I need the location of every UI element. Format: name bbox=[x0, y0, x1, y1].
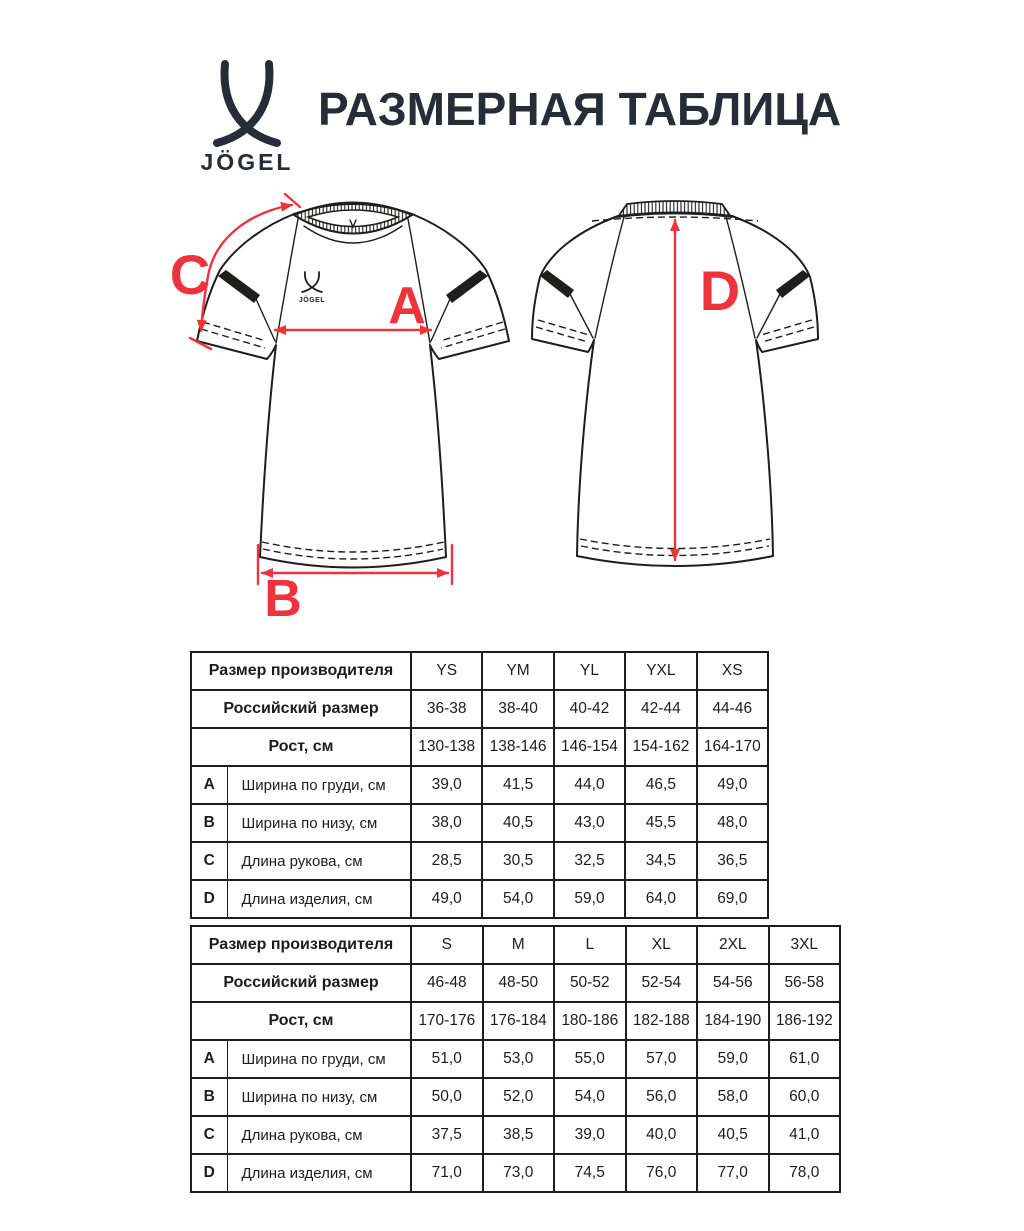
measure-value-cell: 55,0 bbox=[554, 1040, 626, 1078]
measure-row bbox=[191, 766, 768, 804]
measure-value-cell: 53,0 bbox=[483, 1040, 555, 1078]
measure-row bbox=[191, 1040, 840, 1078]
size-value-cell: 50-52 bbox=[554, 964, 626, 1002]
measure-value-cell: 76,0 bbox=[626, 1154, 698, 1192]
measure-value-cell: 32,5 bbox=[554, 842, 625, 880]
front-shirt-diagram bbox=[163, 192, 515, 624]
size-value-cell: 130-138 bbox=[411, 728, 482, 766]
size-value-cell: 2XL bbox=[697, 926, 769, 964]
header-row-label: Российский размер bbox=[191, 690, 411, 728]
size-value-cell: M bbox=[483, 926, 555, 964]
size-value-cell: 54-56 bbox=[697, 964, 769, 1002]
measure-row bbox=[191, 804, 768, 842]
back-right-cuff-stitch bbox=[761, 320, 814, 342]
back-collar bbox=[618, 201, 731, 217]
measure-letter-cell: C bbox=[191, 1116, 227, 1154]
size-value-cell: 176-184 bbox=[483, 1002, 555, 1040]
size-value-cell: 3XL bbox=[769, 926, 841, 964]
size-value-cell: 56-58 bbox=[769, 964, 841, 1002]
size-value-cell: 44-46 bbox=[697, 690, 768, 728]
measure-label-cell: Ширина по низу, см bbox=[227, 804, 411, 842]
header-row bbox=[191, 652, 768, 690]
size-value-cell: YL bbox=[554, 652, 625, 690]
measure-value-cell: 59,0 bbox=[697, 1040, 769, 1078]
jogel-mark-icon bbox=[217, 64, 277, 143]
measure-value-cell: 57,0 bbox=[626, 1040, 698, 1078]
measure-label-cell: Длина изделия, см bbox=[227, 1154, 411, 1192]
measure-label-cell: Длина изделия, см bbox=[227, 880, 411, 918]
measure-row bbox=[191, 1116, 840, 1154]
back-left-cuff-stitch bbox=[536, 320, 589, 342]
header-row bbox=[191, 964, 840, 1002]
header-row-label: Рост, см bbox=[191, 1002, 411, 1040]
header-row-label: Размер производителя bbox=[191, 652, 411, 690]
measure-value-cell: 59,0 bbox=[554, 880, 625, 918]
size-value-cell: 184-190 bbox=[697, 1002, 769, 1040]
size-value-cell: 52-54 bbox=[626, 964, 698, 1002]
measure-value-cell: 37,5 bbox=[411, 1116, 483, 1154]
measure-value-cell: 39,0 bbox=[554, 1116, 626, 1154]
measure-value-cell: 56,0 bbox=[626, 1078, 698, 1116]
adult-size-table bbox=[190, 925, 841, 1193]
back-left-sleeve-stripe bbox=[540, 270, 574, 298]
measure-label-cell: Длина рукова, см bbox=[227, 1116, 411, 1154]
size-value-cell: 164-170 bbox=[697, 728, 768, 766]
size-value-cell: 186-192 bbox=[769, 1002, 841, 1040]
measure-label-d: D bbox=[699, 259, 741, 322]
measure-label-a: A bbox=[388, 277, 426, 335]
measure-letter-cell: C bbox=[191, 842, 227, 880]
measure-value-cell: 69,0 bbox=[697, 880, 768, 918]
measure-label-c: C bbox=[169, 243, 211, 306]
measure-value-cell: 45,5 bbox=[625, 804, 696, 842]
size-value-cell: YXL bbox=[625, 652, 696, 690]
measure-row bbox=[191, 1154, 840, 1192]
size-value-cell: 36-38 bbox=[411, 690, 482, 728]
measure-letter-cell: B bbox=[191, 804, 227, 842]
measure-value-cell: 38,0 bbox=[411, 804, 482, 842]
size-value-cell: 38-40 bbox=[482, 690, 553, 728]
measure-value-cell: 61,0 bbox=[769, 1040, 841, 1078]
measure-value-cell: 41,5 bbox=[482, 766, 553, 804]
measure-value-cell: 28,5 bbox=[411, 842, 482, 880]
measure-label-cell: Длина рукова, см bbox=[227, 842, 411, 880]
measure-value-cell: 52,0 bbox=[483, 1078, 555, 1116]
header-row-label: Российский размер bbox=[191, 964, 411, 1002]
measure-value-cell: 34,5 bbox=[625, 842, 696, 880]
page-title: РАЗМЕРНАЯ ТАБЛИЦА bbox=[318, 83, 842, 135]
measure-letter-cell: A bbox=[191, 766, 227, 804]
measure-value-cell: 40,0 bbox=[626, 1116, 698, 1154]
measure-value-cell: 49,0 bbox=[411, 880, 482, 918]
measure-value-cell: 36,5 bbox=[697, 842, 768, 880]
hem-stitch bbox=[262, 542, 444, 559]
chest-logo-text: JÖGEL bbox=[298, 297, 326, 304]
measure-value-cell: 40,5 bbox=[697, 1116, 769, 1154]
measure-value-cell: 54,0 bbox=[554, 1078, 626, 1116]
right-sleeve-stripe bbox=[446, 270, 488, 303]
size-value-cell: 154-162 bbox=[625, 728, 696, 766]
back-right-sleeve-stripe bbox=[776, 270, 810, 298]
measure-row bbox=[191, 1078, 840, 1116]
brand-logo bbox=[181, 56, 313, 180]
header-row bbox=[191, 690, 768, 728]
measure-letter-cell: D bbox=[191, 1154, 227, 1192]
measure-value-cell: 77,0 bbox=[697, 1154, 769, 1192]
measure-value-cell: 49,0 bbox=[697, 766, 768, 804]
size-value-cell: YS bbox=[411, 652, 482, 690]
measure-value-cell: 54,0 bbox=[482, 880, 553, 918]
measure-value-cell: 60,0 bbox=[769, 1078, 841, 1116]
measure-value-cell: 39,0 bbox=[411, 766, 482, 804]
size-value-cell: 180-186 bbox=[554, 1002, 626, 1040]
header-row-label: Размер производителя bbox=[191, 926, 411, 964]
size-value-cell: XL bbox=[626, 926, 698, 964]
measure-label-cell: Ширина по груди, см bbox=[227, 1040, 411, 1078]
header-row-label: Рост, см bbox=[191, 728, 411, 766]
measure-label-cell: Ширина по низу, см bbox=[227, 1078, 411, 1116]
front-shirt-body bbox=[197, 204, 509, 568]
size-value-cell: XS bbox=[697, 652, 768, 690]
measure-row bbox=[191, 880, 768, 918]
size-value-cell: 146-154 bbox=[554, 728, 625, 766]
header-row bbox=[191, 1002, 840, 1040]
measure-value-cell: 71,0 bbox=[411, 1154, 483, 1192]
size-value-cell: S bbox=[411, 926, 483, 964]
measure-letter-cell: A bbox=[191, 1040, 227, 1078]
size-value-cell: 40-42 bbox=[554, 690, 625, 728]
measure-letter-cell: D bbox=[191, 880, 227, 918]
measure-value-cell: 51,0 bbox=[411, 1040, 483, 1078]
size-value-cell: 170-176 bbox=[411, 1002, 483, 1040]
measure-value-cell: 64,0 bbox=[625, 880, 696, 918]
measure-value-cell: 50,0 bbox=[411, 1078, 483, 1116]
measure-value-cell: 46,5 bbox=[625, 766, 696, 804]
size-value-cell: 182-188 bbox=[626, 1002, 698, 1040]
size-value-cell: 138-146 bbox=[482, 728, 553, 766]
measure-value-cell: 40,5 bbox=[482, 804, 553, 842]
measure-letter-cell: B bbox=[191, 1078, 227, 1116]
measure-value-cell: 48,0 bbox=[697, 804, 768, 842]
measure-value-cell: 44,0 bbox=[554, 766, 625, 804]
size-value-cell: 42-44 bbox=[625, 690, 696, 728]
left-sleeve-stripe bbox=[218, 270, 260, 303]
measure-label-cell: Ширина по груди, см bbox=[227, 766, 411, 804]
brand-wordmark: JÖGEL bbox=[200, 149, 294, 175]
measure-row bbox=[191, 842, 768, 880]
header-row bbox=[191, 926, 840, 964]
measure-value-cell: 58,0 bbox=[697, 1078, 769, 1116]
youth-size-table bbox=[190, 651, 769, 919]
chest-logo-icon bbox=[302, 272, 322, 292]
header-row bbox=[191, 728, 768, 766]
back-shirt-diagram bbox=[510, 192, 840, 624]
measure-value-cell: 43,0 bbox=[554, 804, 625, 842]
measure-value-cell: 41,0 bbox=[769, 1116, 841, 1154]
size-value-cell: 46-48 bbox=[411, 964, 483, 1002]
measure-value-cell: 73,0 bbox=[483, 1154, 555, 1192]
size-value-cell: 48-50 bbox=[483, 964, 555, 1002]
measure-value-cell: 38,5 bbox=[483, 1116, 555, 1154]
size-value-cell: YM bbox=[482, 652, 553, 690]
measure-value-cell: 30,5 bbox=[482, 842, 553, 880]
measure-value-cell: 78,0 bbox=[769, 1154, 841, 1192]
size-value-cell: L bbox=[554, 926, 626, 964]
measure-value-cell: 74,5 bbox=[554, 1154, 626, 1192]
measure-label-b: B bbox=[264, 570, 302, 624]
measure-arrow-c bbox=[201, 205, 292, 331]
